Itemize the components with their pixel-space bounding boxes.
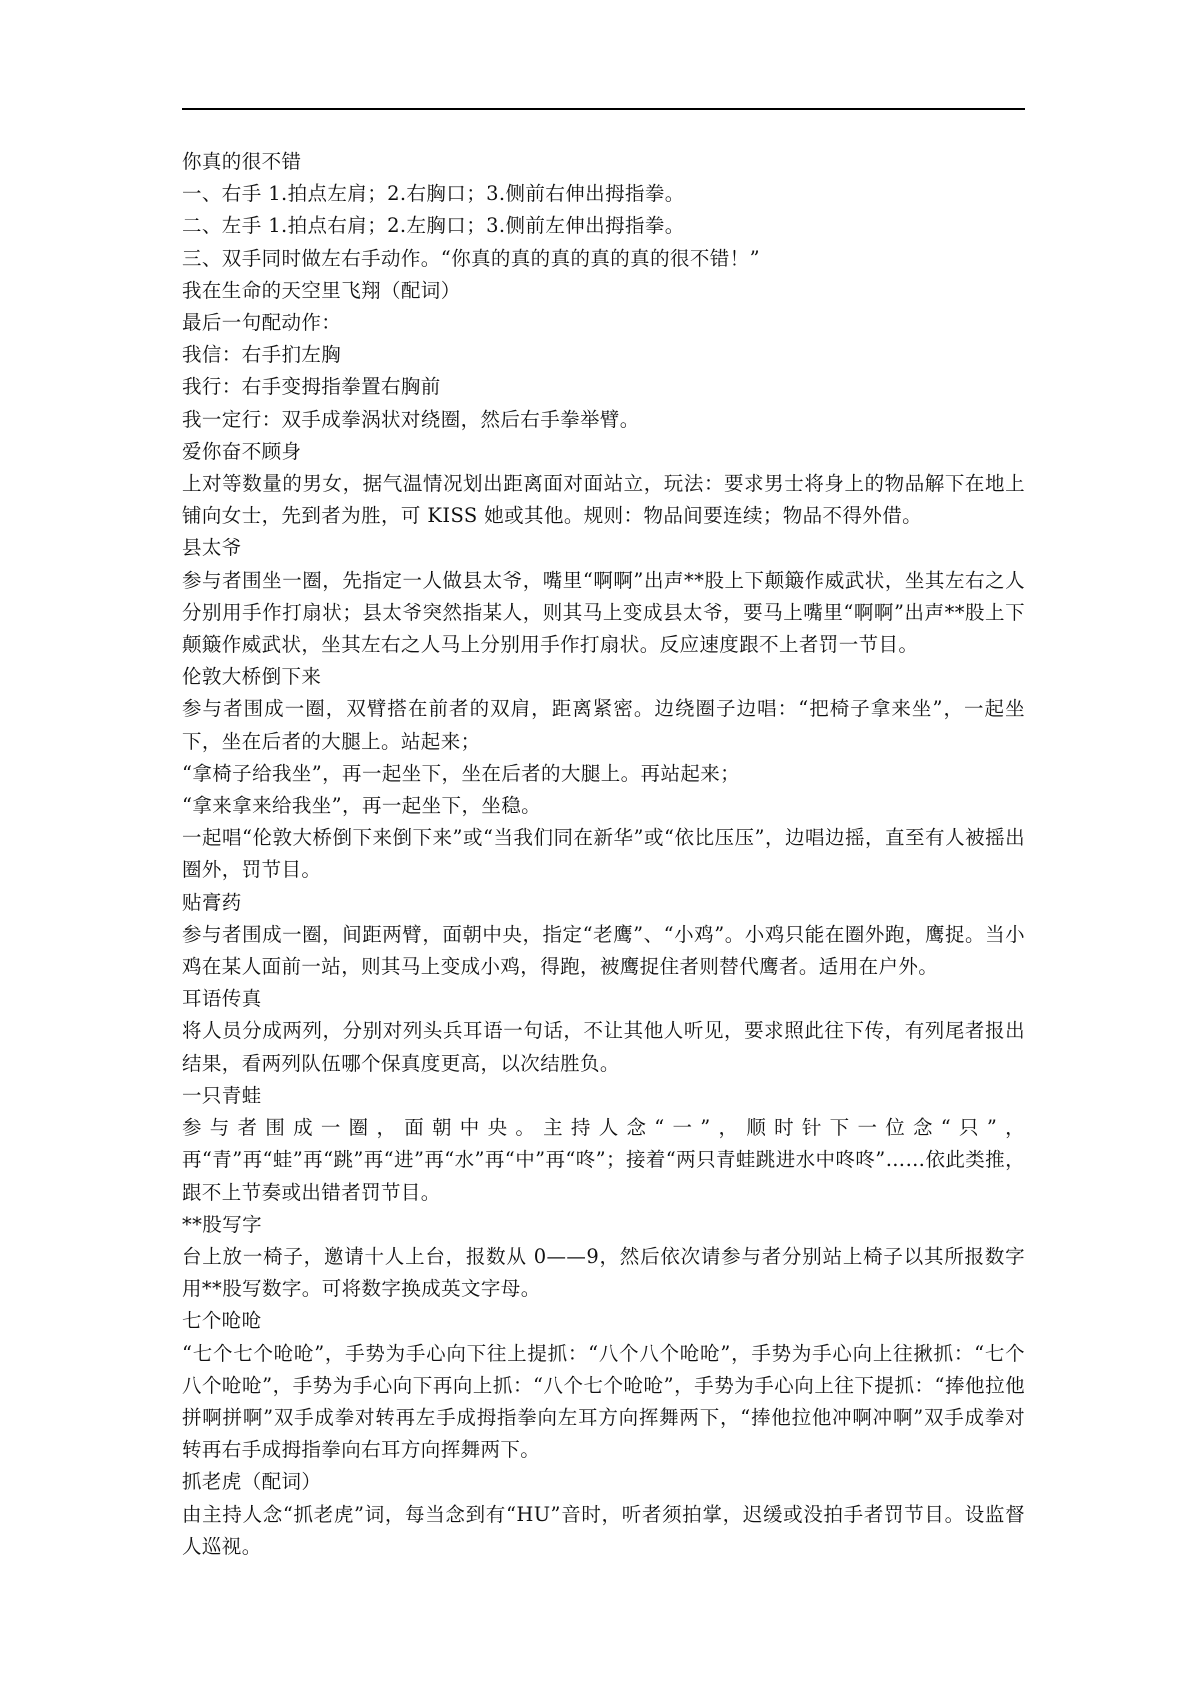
section-title: 你真的很不错 [182,150,302,173]
paragraph: 一起唱“伦敦大桥倒下来倒下来”或“当我们同在新华”或“依比压压”，边唱边摇，直至有人被摇出圈外，罚节目。 [182,826,1025,882]
section-title: 一只青蛙 [182,1083,262,1107]
paragraph: 参与者围成一圈，面朝中央。主持人念“一”，顺时针下一位念“只”，再“青”再“蛙”再“跳”再“进”再“水”再“中”再“咚”；接着“两只青蛙跳进水中咚咚”……依此类推，跟不上节奏或出错者罚节目。 [182,1116,1025,1204]
paragraph: 三、双手同时做左右手动作。“你真的真的真的真的真的很不错！” [182,246,760,270]
paragraph: 台上放一椅子，邀请十人上台，报数从 0——9，然后依次请参与者分别站上椅子以其所报数字用**股写数字。可将数字换成英文字母。 [182,1244,1025,1301]
paragraph: 上对等数量的男女，据气温情况划出距离面对面站立，玩法：要求男士将身上的物品解下在地上铺向女士，先到者为胜，可 KISS 她或其他。规则：物品间要连续；物品不得外借。 [182,472,1025,528]
paragraph: 最后一句配动作： [182,311,342,335]
paragraph: 一、右手 1.拍点左肩；2.右胸口；3.侧前右伸出拇指拳。 [182,182,685,206]
paragraph: 参与者围成一圈，间距两臂，面朝中央，指定“老鹰”、“小鸡”。小鸡只能在圈外跑，鹰捉。当小鸡在某人面前一站，则其马上变成小鸡，得跑，被鹰捉住者则替代鹰者。适用在户外。 [182,922,1025,979]
section-title: 伦敦大桥倒下来 [182,665,322,689]
section-title: 爱你奋不顾身 [182,439,302,463]
document-body [182,146,1025,1563]
section-title: 七个呛呛 [182,1309,262,1333]
section-title: 我在生命的天空里飞翔（配词） [182,278,461,302]
paragraph: “七个七个呛呛”，手势为手心向下往上提抓：“八个八个呛呛”，手势为手心向上往揪抓：“七个八个呛呛”，手势为手心向下再向上抓：“八个七个呛呛”，手势为手心向上往下提抓：“捧他拉他拼啊拼啊”双手成拳对转再左手成拇指拳向左耳方向挥舞两下，“捧他拉他冲啊冲啊”双手成拳对转再右手成拇指拳向右耳方向挥舞两下。 [182,1341,1025,1462]
paragraph: 我一定行：双手成拳涡状对绕圈，然后右手拳举臂。 [182,407,640,431]
paragraph: 二、左手 1.拍点右肩；2.左胸口；3.侧前左伸出拇指拳。 [182,214,685,238]
paragraph: 由主持人念“抓老虎”词，每当念到有“HU”音时，听者须拍掌，迟缓或没拍手者罚节目。设监督人巡视。 [182,1502,1025,1558]
section-title: 县太爷 [182,536,242,560]
paragraph: “拿椅子给我坐”，再一起坐下，坐在后者的大腿上。再站起来； [182,761,741,785]
section-title: 抓老虎（配词） [182,1470,322,1494]
paragraph: 参与者围成一圈，双臂搭在前者的双肩，距离紧密。边绕圈子边唱：“把椅子拿来坐”，一起坐下，坐在后者的大腿上。站起来； [182,697,1025,753]
section-title: 耳语传真 [182,987,262,1011]
paragraph: “拿来拿来给我坐”，再一起坐下，坐稳。 [182,794,542,818]
header-rule [182,108,1025,110]
paragraph: 我信：右手扪左胸 [182,343,342,367]
paragraph: 参与者围坐一圈，先指定一人做县太爷，嘴里“啊啊”出声**股上下颠簸作威武状，坐其左右之人分别用手作打扇状；县太爷突然指某人，则其马上变成县太爷，要马上嘴里“啊啊”出声**股上下颠簸作威武状，坐其左右之人马上分别用手作打扇状。反应速度跟不上者罚一节目。 [182,568,1025,657]
section-title: **股写字 [182,1212,263,1236]
section-title: 贴膏药 [182,890,242,914]
paragraph: 将人员分成两列，分别对列头兵耳语一句话，不让其他人听见，要求照此往下传，有列尾者报出结果，看两列队伍哪个保真度更高，以次结胜负。 [182,1019,1025,1075]
paragraph: 我行：右手变拇指拳置右胸前 [182,375,441,399]
